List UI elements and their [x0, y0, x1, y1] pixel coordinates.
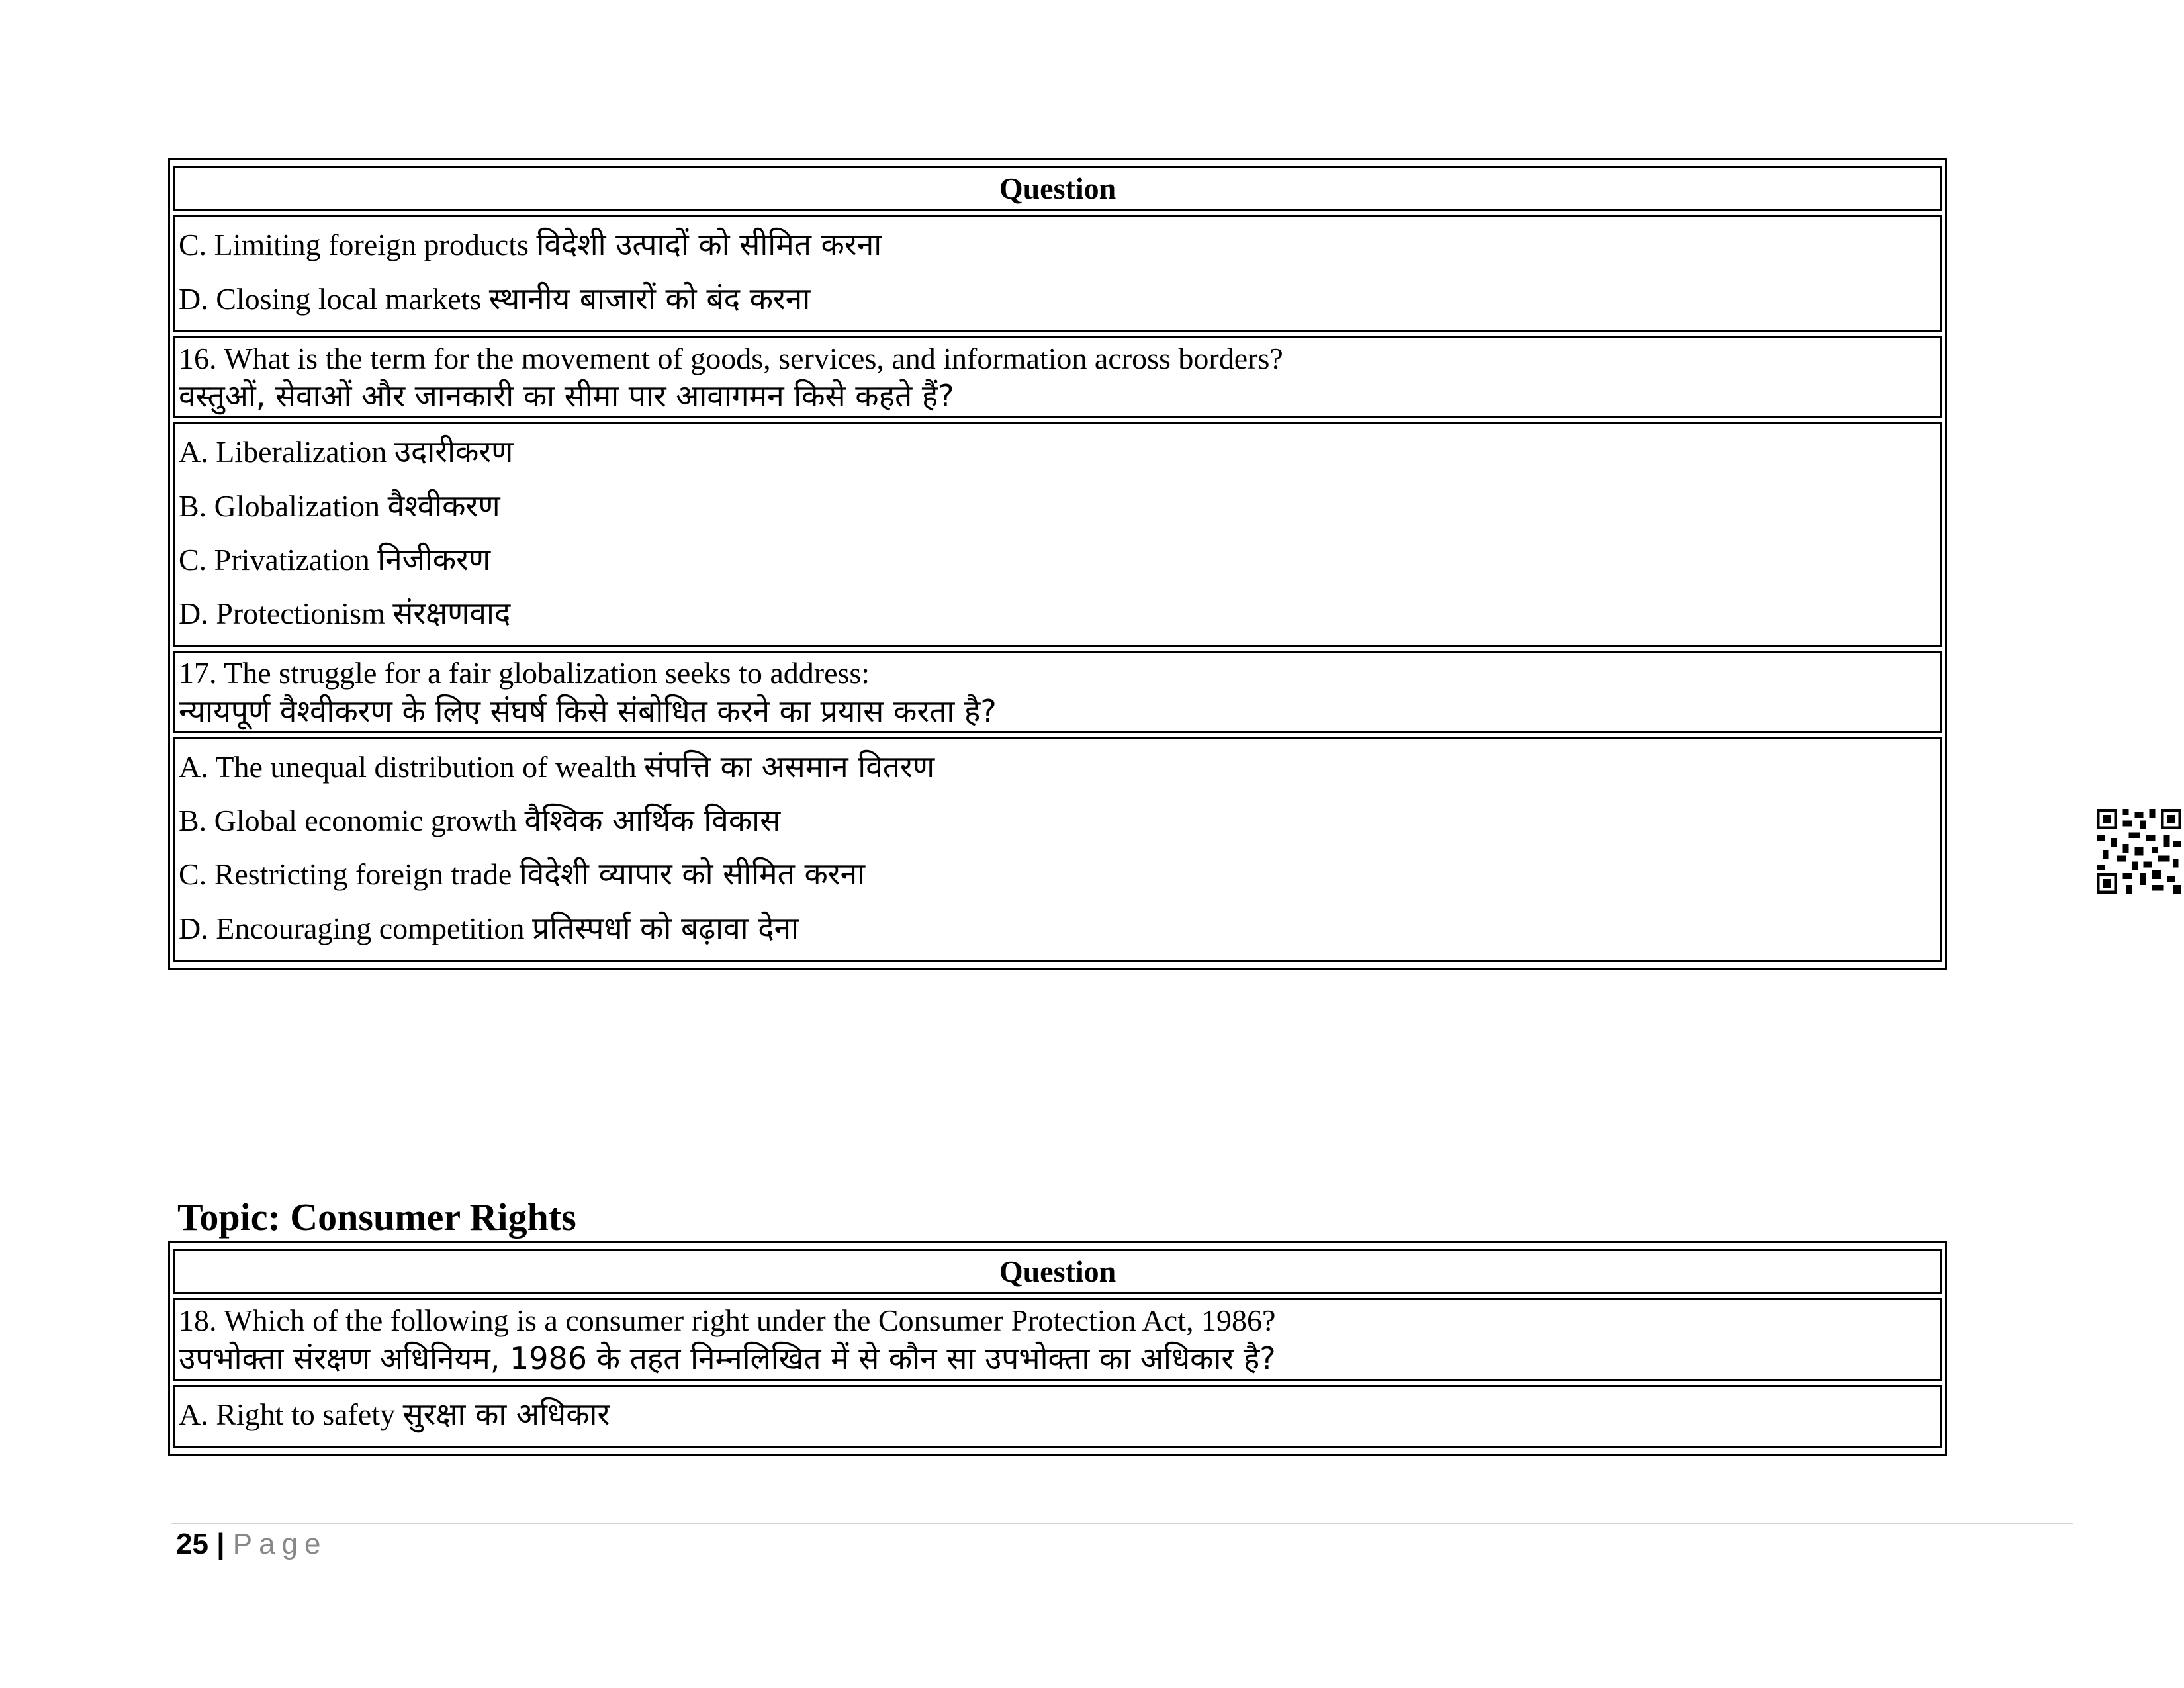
option-d: D. Protectionism संरक्षणवाद	[179, 595, 511, 632]
options-cell	[173, 215, 1942, 332]
footer-separator: |	[216, 1528, 225, 1560]
table-header: Question	[173, 1249, 1942, 1294]
option-d: D. Closing local markets स्थानीय बाजारों को बंद करना	[179, 280, 811, 316]
option-a: A. Right to safety सुरक्षा का अधिकार	[179, 1395, 610, 1432]
options-cell	[173, 1385, 1942, 1448]
table-header: Question	[173, 166, 1942, 211]
footer-divider	[171, 1523, 2073, 1524]
qr-code-icon	[2097, 809, 2181, 894]
page-label: Page	[232, 1528, 328, 1560]
question-table-2	[168, 1241, 1947, 1456]
option-a: A. Liberalization उदारीकरण	[179, 434, 514, 470]
options-cell	[173, 737, 1942, 962]
topic-heading: Topic: Consumer Rights	[177, 1196, 576, 1239]
question-17: 17. The struggle for a fair globalization seeks to address: न्यायपूर्ण वैश्वीकरण के लिए संघर्ष किसे संबोधित करने का प्रयास करता है?	[173, 651, 1942, 733]
option-b: B. Global economic growth वैश्विक आर्थिक विकास	[179, 802, 781, 839]
question-table-1	[168, 158, 1947, 970]
question-18: 18. Which of the following is a consumer right under the Consumer Protection Act, 1986? उपभोक्ता संरक्षण अधिनियम, 1986 के तहत निम्नलिखित में से कौन सा उपभोक्ता का अधिकार है?	[173, 1298, 1942, 1381]
page-number: 25	[176, 1528, 208, 1560]
option-a: A. The unequal distribution of wealth संपत्ति का असमान वितरण	[179, 748, 935, 784]
option-c: C. Privatization निजीकरण	[179, 541, 491, 577]
options-cell	[173, 422, 1942, 647]
option-d: D. Encouraging competition प्रतिस्पर्धा को बढ़ावा देना	[179, 910, 799, 946]
option-b: B. Globalization वैश्वीकरण	[179, 487, 500, 524]
question-16: 16. What is the term for the movement of goods, services, and information across borders? वस्तुओं, सेवाओं और जानकारी का सीमा पार आवागमन किसे कहते हैं?	[173, 336, 1942, 419]
option-c: C. Limiting foreign products विदेशी उत्पादों को सीमित करना	[179, 226, 882, 263]
option-c: C. Restricting foreign trade विदेशी व्यापार को सीमित करना	[179, 856, 866, 892]
page-footer	[176, 1528, 328, 1561]
